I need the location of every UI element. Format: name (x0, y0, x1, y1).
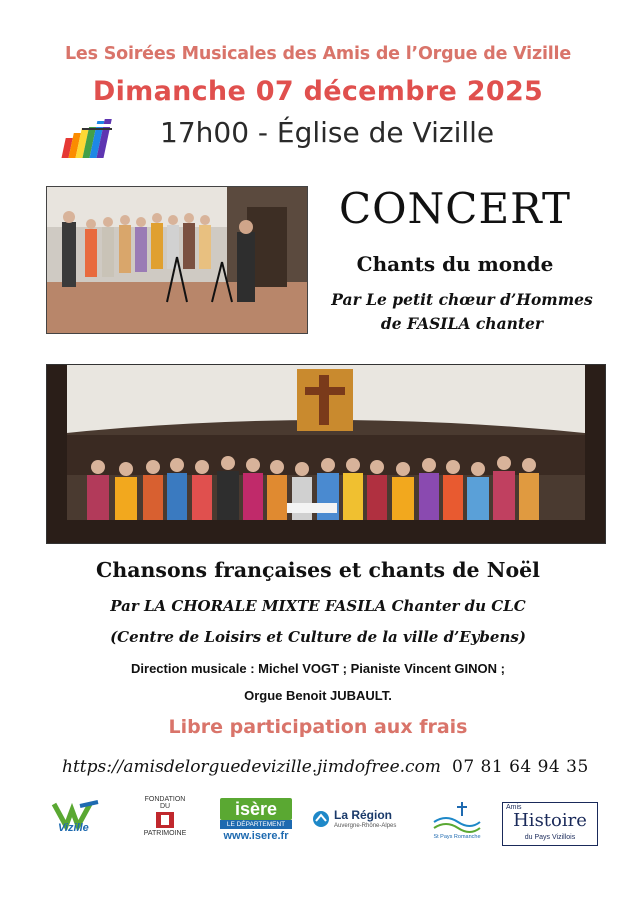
organization-title: Les Soirées Musicales des Amis de l’Orgue de Vizille (64, 44, 572, 64)
mixed-choir-photo (46, 364, 606, 544)
histoire-subtitle: du Pays Vizillois (524, 834, 576, 841)
part2-title: Chansons françaises et chants de Noël (96, 558, 540, 582)
region-emblem-icon (312, 810, 330, 828)
region-subtitle: Auvergne-Rhône-Alpes (334, 823, 397, 829)
fondation-label-line3: PATRIMOINE (143, 830, 187, 837)
vizille-logo (50, 800, 110, 840)
isere-logo (220, 798, 292, 846)
website-link[interactable]: https://amisdelorguedevizille.jimdofree.com (62, 757, 441, 777)
romanche-logo (426, 800, 488, 848)
fondation-label-line2: DU (159, 803, 171, 810)
part1-performer-line2: de FASILA chanter (380, 314, 544, 333)
romanche-label: St Pays Romanche (433, 834, 481, 840)
region-name: La Région (334, 808, 393, 822)
credits-organ: Orgue Benoit JUBAULT. (244, 688, 392, 703)
phone-number: 07 81 64 94 35 (452, 757, 589, 777)
part2-performer-line1: Par LA CHORALE MIXTE FASILA Chanter du CLC (110, 597, 526, 615)
romanche-emblem-icon (432, 800, 482, 834)
vizille-label: Vizille (58, 822, 89, 834)
small-choir-photo (46, 186, 308, 334)
histoire-logo (502, 802, 598, 846)
region-logo (312, 808, 412, 838)
isere-wordmark: isère (220, 798, 292, 820)
credits-direction: Direction musicale : Michel VOGT ; Pianiste Vincent GINON ; (131, 661, 505, 676)
isere-url: www.isere.fr (223, 830, 289, 842)
fondation-patrimoine-logo (140, 796, 190, 848)
isere-subtitle: LE DÉPARTEMENT (220, 820, 292, 829)
fondation-emblem-icon (155, 811, 175, 829)
part2-performer-line2: (Centre de Loisirs et Culture de la ville d’Eybens) (110, 628, 526, 646)
part1-performer-line1: Par Le petit chœur d’Hommes (331, 290, 593, 309)
fondation-label-line1: FONDATION (144, 796, 186, 803)
time-venue: 17h00 - Église de Vizille (160, 116, 495, 149)
histoire-wordmark: Histoire (513, 810, 587, 831)
part1-title: Chants du monde (356, 252, 554, 276)
partner-logos (40, 796, 600, 856)
amis-orgue-logo (60, 118, 120, 160)
concert-heading: CONCERT (338, 184, 571, 233)
histoire-top-label: Amis (506, 804, 522, 811)
concert-date: Dimanche 07 décembre 2025 (92, 76, 544, 107)
participation-note: Libre participation aux frais (168, 716, 468, 738)
